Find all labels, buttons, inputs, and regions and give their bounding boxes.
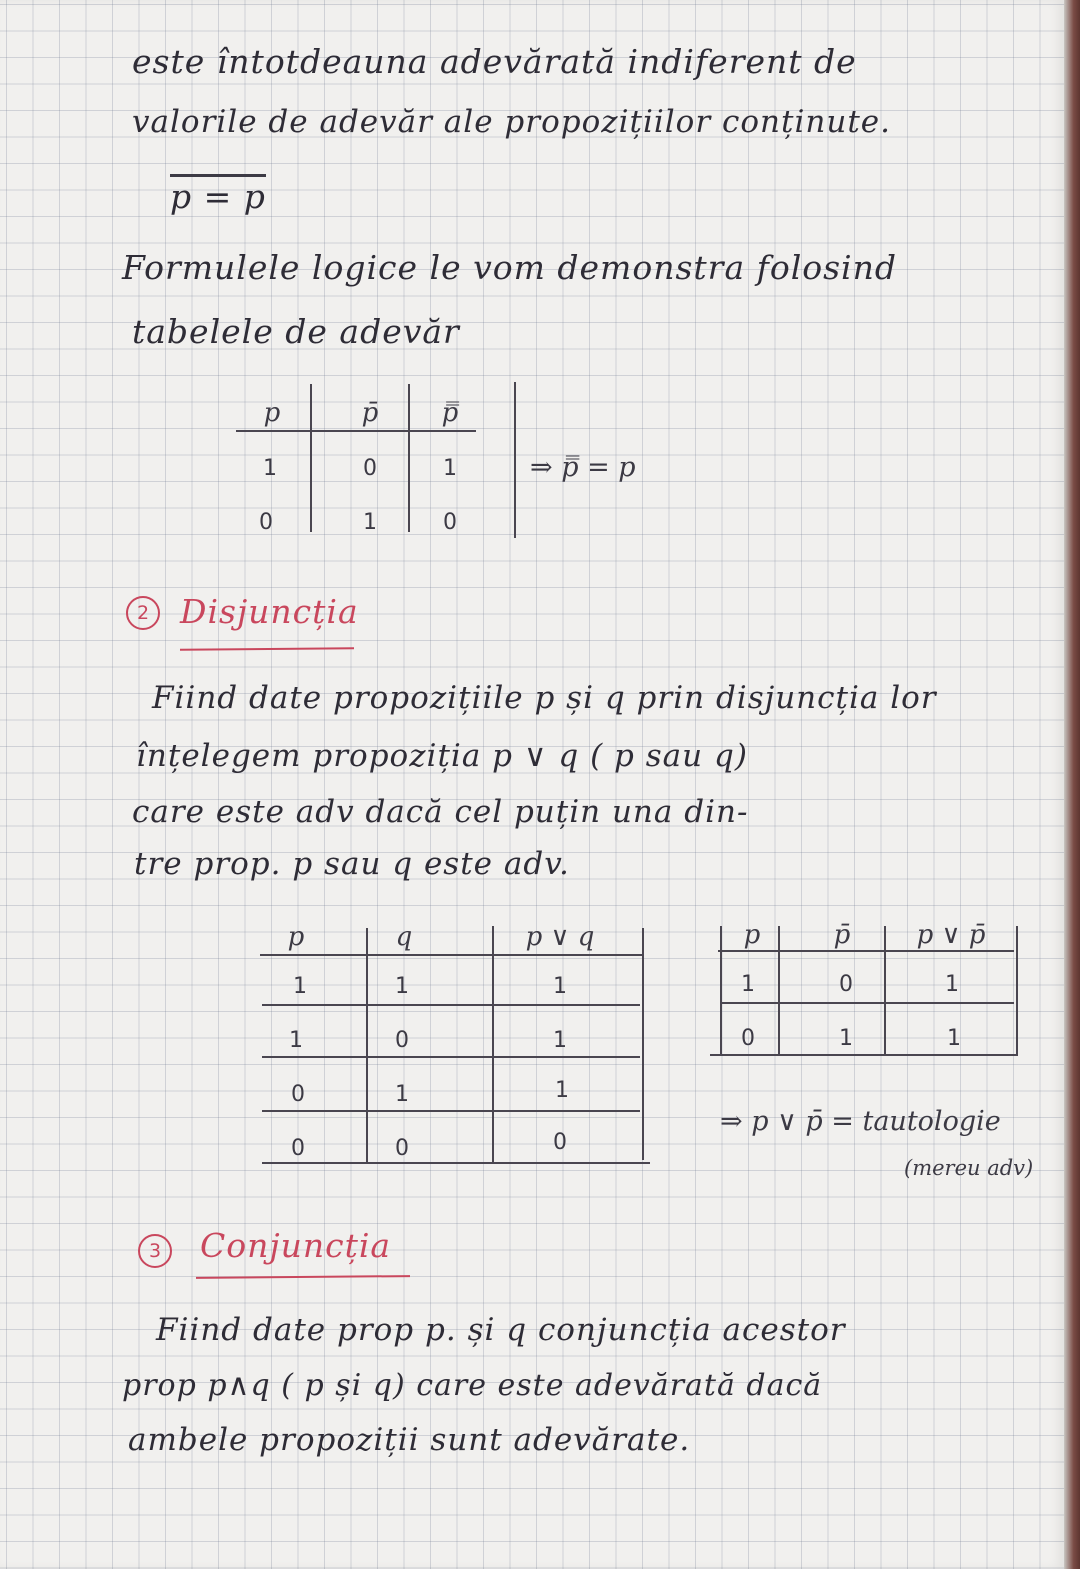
table-cell: 0 — [259, 510, 273, 535]
section-2-text-2: înțelegem propoziția p ∨ q ( p sau q) — [136, 738, 748, 774]
table-cell: 0 — [395, 1136, 409, 1161]
table-neg-header-p: p — [263, 398, 281, 428]
section-2-text-1: Fiind date propozițiile p și q prin disjuncția lor — [152, 680, 937, 716]
table-cell: 0 — [553, 1130, 567, 1155]
table-or-vline-3 — [642, 928, 644, 1160]
table-taut-header-p: p — [743, 920, 761, 950]
table-cell: 0 — [741, 1026, 755, 1051]
table-or-hline-bottom — [262, 1162, 650, 1164]
table-taut-vline-1 — [778, 926, 780, 1056]
table-taut-vline-2 — [884, 926, 886, 1056]
table-or-hline-2 — [262, 1056, 640, 1058]
section-3-text-1: Fiind date prop p. și q conjuncția acestor — [156, 1312, 846, 1348]
section-3-text-3: ambele propoziții sunt adevărate. — [128, 1422, 691, 1458]
table-cell: 1 — [741, 972, 755, 997]
table-neg-hline — [236, 430, 476, 432]
table-cell: 1 — [289, 1028, 303, 1053]
section-3-number: 3 — [138, 1234, 172, 1268]
double-negation-formula: p = p — [170, 172, 266, 216]
table-or-vline-2 — [492, 926, 494, 1164]
table-cell: 1 — [945, 972, 959, 997]
table-or-header-q: q — [395, 922, 413, 952]
table-cell: 0 — [443, 510, 457, 535]
table-cell: 1 — [443, 456, 457, 481]
table-neg-vline-2 — [408, 384, 410, 532]
section-3-text-2: prop p∧q ( p și q) care este adevărată dacă — [122, 1368, 823, 1403]
table-cell: 1 — [555, 1078, 569, 1103]
table-neg-result: ⇒ p̿ = p — [530, 452, 636, 483]
table-taut-header-porp: p ∨ p̄ — [916, 920, 986, 950]
section-3-title: Conjuncția — [200, 1226, 392, 1265]
table-neg-header-notp: p̄ — [361, 398, 379, 428]
table-neg-vline-3 — [514, 382, 516, 538]
table-taut-hline-bottom — [710, 1054, 1016, 1056]
table-cell: 1 — [263, 456, 277, 481]
table-taut-header-notp: p̄ — [833, 920, 851, 950]
table-taut-hline-1 — [720, 1002, 1014, 1004]
section-2-number: 2 — [126, 596, 160, 630]
table-cell: 0 — [291, 1082, 305, 1107]
intro-line-2: valorile de adevăr ale propozițiilor conținute. — [132, 104, 891, 140]
table-or-hline-1 — [262, 1004, 640, 1006]
table-taut-note: (mereu adv) — [904, 1156, 1034, 1180]
table-or-hline-header — [260, 954, 644, 956]
table-cell: 1 — [395, 974, 409, 999]
table-cell: 1 — [839, 1026, 853, 1051]
section-2-text-4: tre prop. p sau q este adv. — [134, 846, 570, 882]
table-neg-header-notnotp: p̿ — [441, 398, 459, 428]
table-cell: 0 — [839, 972, 853, 997]
table-cell: 0 — [395, 1028, 409, 1053]
table-cell: 1 — [553, 974, 567, 999]
table-cell: 0 — [291, 1136, 305, 1161]
table-cell: 1 — [947, 1026, 961, 1051]
table-cell: 1 — [553, 1028, 567, 1053]
table-taut-hline-header — [718, 950, 1014, 952]
table-cell: 1 — [293, 974, 307, 999]
intro-line-3: Formulele logice le vom demonstra folosind — [122, 248, 897, 287]
table-or-header-porq: p ∨ q — [525, 922, 595, 952]
table-cell: 0 — [363, 456, 377, 481]
section-2-title: Disjuncția — [180, 592, 359, 631]
table-taut-result: ⇒ p ∨ p̄ = tautologie — [720, 1106, 1001, 1137]
table-taut-vline-3 — [1016, 926, 1018, 1056]
section-2-text-3: care este adv dacă cel puțin una din- — [132, 794, 749, 830]
table-or-header-p: p — [287, 922, 305, 952]
table-neg-vline-1 — [310, 384, 312, 532]
table-or-hline-3 — [262, 1110, 640, 1112]
intro-line-1: este întotdeauna adevărată indiferent de — [132, 42, 857, 81]
page-edge — [1064, 0, 1080, 1569]
table-or-vline-1 — [366, 928, 368, 1164]
table-cell: 1 — [395, 1082, 409, 1107]
intro-line-4: tabelele de adevăr — [132, 312, 460, 351]
table-cell: 1 — [363, 510, 377, 535]
